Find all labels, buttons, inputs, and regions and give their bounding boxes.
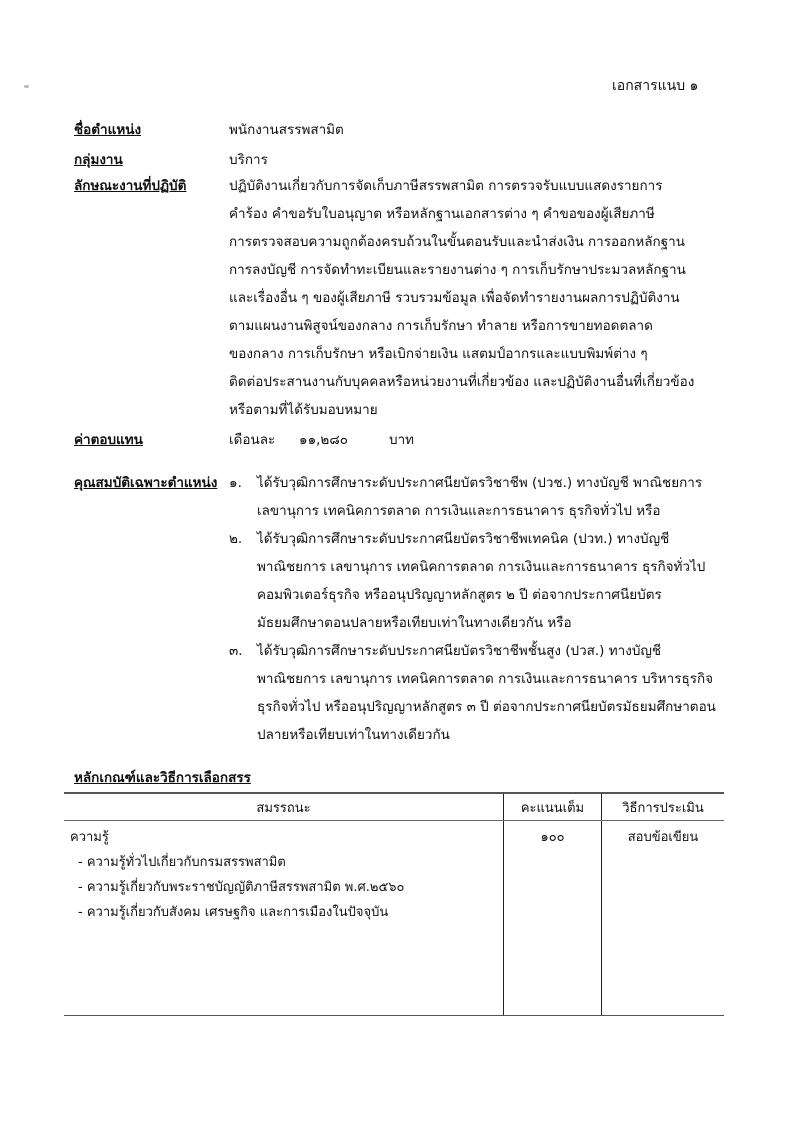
position-title-label: ชื่อตำแหน่ง [74,122,142,138]
qualification-line: พาณิชยการ เลขานุการ เทคนิคการตลาด การเงินและการธนาคาร ธุรกิจทั่วไป [257,559,706,575]
compensation-amount: ๑๑,๒๘๐ [299,432,348,448]
selection-criteria-title: หลักเกณฑ์และวิธีการเลือกสรร [74,770,251,786]
duties-label: ลักษณะงานที่ปฏิบัติ [74,178,187,194]
compensation-label: ค่าตอบแทน [74,432,143,448]
attachment-label: เอกสารแนบ ๑ [612,78,699,94]
qualification-line: มัธยมศึกษาตอนปลายหรือเทียบเท่าในทางเดียวกัน หรือ [257,615,572,631]
duties-line: ตามแผนงานพิสูจน์ของกลาง การเก็บรักษา ทำลาย หรือการขายทอดตลาด [229,318,653,334]
scan-artifact [24,85,29,88]
qualification-item [229,469,744,525]
duties-line: หรือตามที่ได้รับมอบหมาย [229,402,378,418]
competency-cell [64,821,504,1016]
qualifications-row [74,469,744,749]
table-header-row [64,793,724,821]
competency-name: ความรู้ [70,830,109,845]
position-title-row [74,118,744,140]
qualifications-label: คุณสมบัติเฉพาะตำแหน่ง [74,475,218,491]
compensation-value [229,428,744,450]
duties-line: ของกลาง การเก็บรักษา หรือเบิกจ่ายเงิน แสตมป์อากรและแบบพิมพ์ต่าง ๆ [229,346,648,362]
qualification-line: ได้รับวุฒิการศึกษาระดับประกาศนียบัตรวิชาชีพเทคนิค (ปวท.) ทางบัญชี [257,531,670,547]
qualification-line: คอมพิวเตอร์ธุรกิจ หรืออนุปริญญาหลักสูตร ๒ ปี ต่อจากประกาศนียบัตร [257,587,662,603]
competency-sub-item: - ความรู้เกี่ยวกับพระราชบัญญัติภาษีสรรพสามิต พ.ศ.๒๕๖๐ [78,880,405,895]
header-full-score: คะแนนเต็ม [504,793,602,821]
assessment-method-value: สอบข้อเขียน [627,830,699,845]
position-title-value: พนักงานสรรพสามิต [229,122,344,138]
full-score-value: ๑๐๐ [540,830,565,845]
header-assessment-method: วิธีการประเมิน [602,793,725,821]
qualifications-list [229,469,744,749]
qualification-item [229,525,744,637]
competency-sub-item: - ความรู้เกี่ยวกับสังคม เศรษฐกิจ และการเมืองในปัจจุบัน [78,905,389,920]
assessment-method-cell [602,821,725,1016]
duties-row [74,172,744,424]
work-group-label: กลุ่มงาน [74,152,123,168]
qualification-line: ปลายหรือเทียบเท่าในทางเดียวกัน [257,727,450,743]
qualification-number: ๒. [229,531,243,547]
duties-line: คำร้อง คำขอรับใบอนุญาต หรือหลักฐานเอกสารต่าง ๆ คำขอของผู้เสียภาษี [229,206,655,222]
qualification-number: ๑. [229,475,242,491]
table-row [64,821,724,1016]
qualification-number: ๓. [229,643,243,659]
work-group-value: บริการ [229,152,268,168]
duties-line: ติดต่อประสานงานกับบุคคลหรือหน่วยงานที่เกี่ยวข้อง และปฏิบัติงานอื่นที่เกี่ยวข้อง [229,374,695,390]
full-score-cell [504,821,602,1016]
qualification-line: พาณิชยการ เลขานุการ เทคนิคการตลาด การเงินและการธนาคาร บริหารธุรกิจ [257,671,714,687]
compensation-unit: บาท [389,432,415,448]
duties-line: การตรวจสอบความถูกต้องครบถ้วนในขั้นตอนรับและนำส่งเงิน การออกหลักฐาน [229,234,685,250]
qualification-line: เลขานุการ เทคนิคการตลาด การเงินและการธนาคาร ธุรกิจทั่วไป หรือ [257,503,661,519]
qualification-line: ได้รับวุฒิการศึกษาระดับประกาศนียบัตรวิชาชีพ (ปวช.) ทางบัญชี พาณิชยการ [257,475,703,491]
qualification-line: ได้รับวุฒิการศึกษาระดับประกาศนียบัตรวิชาชีพชั้นสูง (ปวส.) ทางบัญชี [257,643,662,659]
header-competency: สมรรถนะ [64,793,504,821]
competency-sub-item: - ความรู้ทั่วไปเกี่ยวกับกรมสรรพสามิต [78,855,286,870]
duties-line: การลงบัญชี การจัดทำทะเบียนและรายงานต่าง ๆ การเก็บรักษาประมวลหลักฐาน [229,262,686,278]
duties-line: ปฏิบัติงานเกี่ยวกับการจัดเก็บภาษีสรรพสามิต การตรวจรับแบบแสดงรายการ [229,178,663,194]
work-group-row [74,148,744,170]
selection-criteria-table [64,792,724,1016]
duties-text [229,172,744,424]
compensation-row [74,428,744,450]
qualification-line: ธุรกิจทั่วไป หรืออนุปริญญาหลักสูตร ๓ ปี ต่อจากประกาศนียบัตรมัธยมศึกษาตอน [257,699,716,715]
compensation-prefix: เดือนละ [229,432,276,448]
duties-line: และเรื่องอื่น ๆ ของผู้เสียภาษี รวบรวมข้อมูล เพื่อจัดทำรายงานผลการปฏิบัติงาน [229,290,680,306]
qualification-item [229,637,744,749]
